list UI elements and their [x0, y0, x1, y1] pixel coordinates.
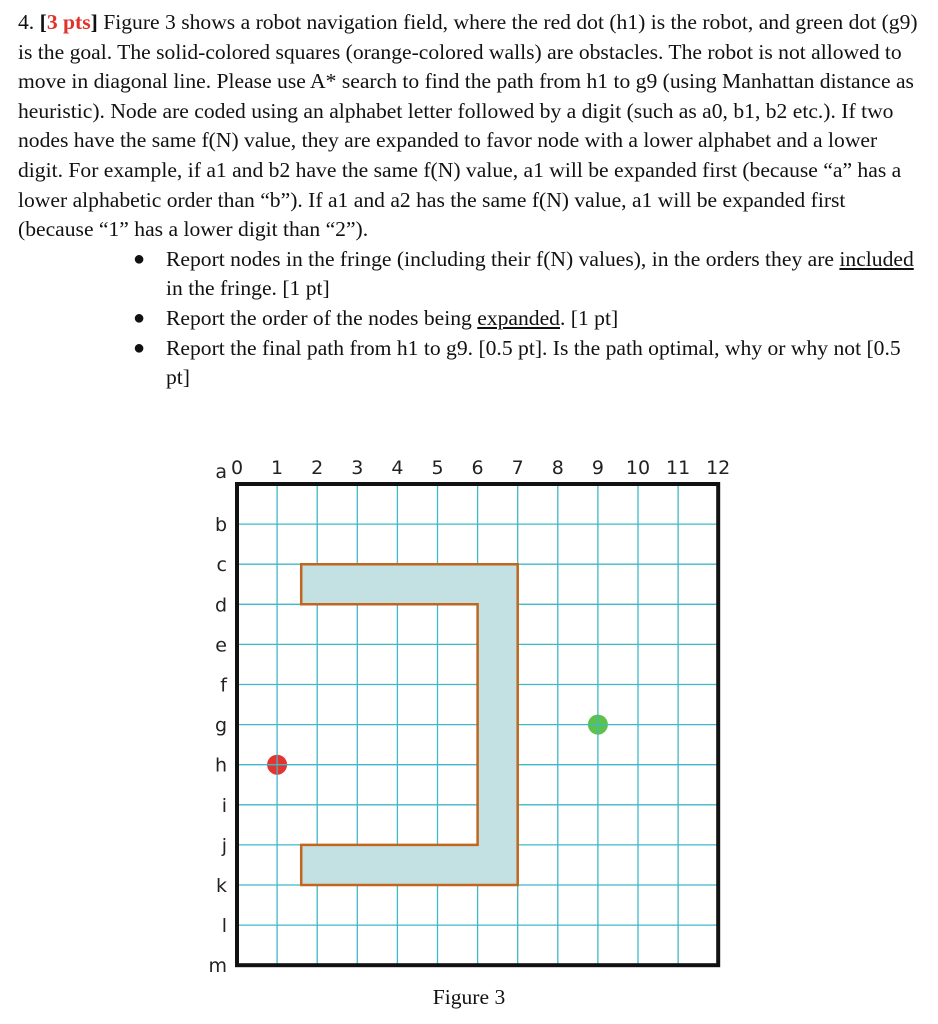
row-label: g: [214, 714, 227, 737]
task-item: ● Report the final path from h1 to g9. [0.5 pt]. Is the path optimal, why or why not [0.5 pt]: [133, 335, 901, 390]
bullet-icon: ●: [133, 306, 146, 329]
row-label: a: [215, 461, 227, 483]
row-label: i: [221, 794, 227, 817]
column-label: 2: [311, 457, 324, 479]
points-bracket-open: [: [39, 10, 47, 34]
row-label: m: [208, 955, 227, 978]
column-label: 8: [551, 457, 564, 479]
column-label: 9: [591, 457, 604, 479]
row-label: h: [214, 754, 227, 777]
task-item: ● Report the order of the nodes being expanded. [1 pt]: [18, 304, 923, 334]
column-label: 0: [230, 457, 244, 479]
column-label: 10: [625, 457, 651, 479]
column-label: 4: [391, 457, 404, 479]
bullet-icon: ●: [133, 336, 146, 359]
points-value: 3 pts: [46, 10, 91, 34]
question-text: Figure 3 shows a robot navigation field, where the red dot (h1) is the robot, and green dot (g9) is the goal. The solid-colored squares (orange-colored walls) are obstacles. The robot is not allowed to move in diagonal line. Please use A* search to find the path from h1 to g9 (using Manhattan distance as heuristic). Node are coded using an alphabet letter followed by a digit (such as a0, b1, b2 etc.). If two nodes have the same f(N) value, they are expanded to favor node with a lower alphabet and a lower digit. For example, if a1 and b2 have the same f(N) value, a1 will be expanded first (because “a” has a lower alphabetic order than “b”). If a1 and a2 has the same f(N) value, a1 will be expanded first (because “1” has a lower digit than “2”).: [18, 10, 918, 242]
column-label: 12: [706, 457, 731, 479]
column-label: 1: [271, 457, 284, 479]
row-label: f: [220, 674, 227, 697]
bullet-icon: ●: [133, 247, 146, 270]
task-item: ● Report nodes in the fringe (including their f(N) values), in the orders they are included in the fringe. [1 pt]: [133, 246, 914, 301]
column-label: 6: [471, 457, 484, 479]
row-label: c: [216, 554, 227, 577]
column-label: 7: [511, 457, 524, 479]
row-label: l: [221, 915, 227, 938]
question-number: 4.: [18, 10, 35, 34]
column-label: 3: [351, 457, 364, 479]
row-label: d: [214, 594, 227, 617]
row-label: j: [221, 834, 227, 857]
figure-caption: Figure 3: [432, 985, 506, 1009]
row-label: e: [215, 634, 227, 657]
column-label: 11: [666, 457, 691, 479]
column-label: 5: [431, 457, 444, 479]
row-label: k: [215, 875, 227, 897]
row-label: b: [214, 514, 227, 537]
points-bracket-close: ]: [90, 10, 98, 34]
